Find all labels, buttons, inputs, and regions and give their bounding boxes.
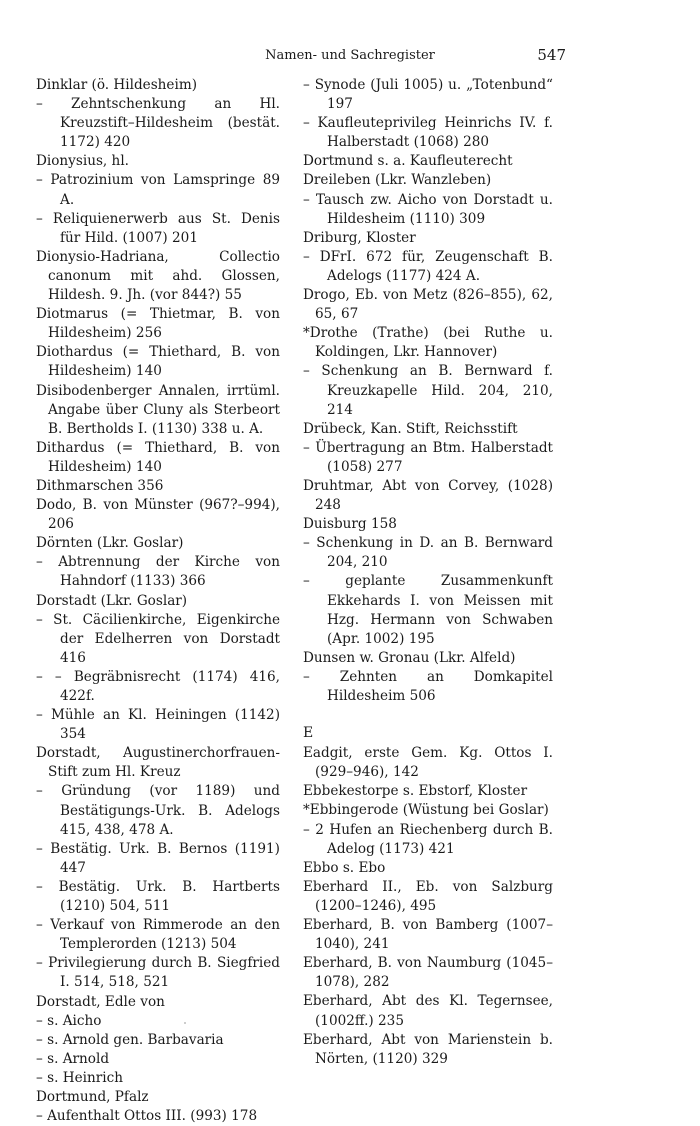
index-subentry: – – Begräbnisrecht (1174) 416, 422f. (36, 668, 280, 704)
index-subentry: – Tausch zw. Aicho von Dorstadt u. Hildesheim (1110) 309 (303, 191, 553, 227)
running-title: Namen- und Sachregister (265, 48, 435, 63)
index-entry: Dodo, B. von Münster (967?–994), 206 (36, 497, 280, 533)
index-entry: Dortmund, Pfalz (36, 1088, 149, 1105)
index-entry: Eadgit, erste Gem. Kg. Ottos I. (929–946), 142 (303, 745, 553, 781)
index-subentry: – Synode (Juli 1005) u. „Totenbund“ 197 (303, 77, 553, 113)
paper-speck (184, 1022, 186, 1024)
index-entry: Dunsen w. Gronau (Lkr. Alfeld) (303, 649, 516, 666)
index-entry: Ebbo s. Ebo (303, 859, 386, 876)
index-entry: Dorstadt, Edle von (36, 993, 165, 1010)
index-entry: Dionysio-Hadriana, Collectio canonum mit ahd. Glossen, Hildesh. 9. Jh. (vor 844?) 55 (36, 248, 280, 304)
page-number: 547 (537, 46, 566, 64)
index-subentry: – s. Heinrich (36, 1069, 123, 1086)
index-entry: Eberhard, Abt des Kl. Tegernsee, (1002ff.) 235 (303, 993, 553, 1029)
index-subentry: – Schenkung in D. an B. Bernward 204, 210 (303, 535, 553, 571)
index-entry: Dörnten (Lkr. Goslar) (36, 535, 184, 552)
index-subentry: – Zehnten an Domkapitel Hildesheim 506 (303, 668, 553, 704)
index-entry: Eberhard, B. von Bamberg (1007–1040), 241 (303, 917, 553, 953)
index-subentry: – Privilegierung durch B. Siegfried I. 514, 518, 521 (36, 955, 280, 991)
index-entry: Eberhard, B. von Naumburg (1045–1078), 282 (303, 955, 553, 991)
section-letter: E (303, 725, 314, 742)
index-entry: Druhtmar, Abt von Corvey, (1028) 248 (303, 477, 553, 514)
index-subentry: – Bestätig. Urk. B. Hartberts (1210) 504, 511 (36, 878, 280, 915)
index-subentry: – Abtrennung der Kirche von Hahndorf (1133) 366 (36, 554, 280, 590)
index-entry: Dithardus (= Thiethard, B. von Hildesheim) 140 (36, 439, 280, 475)
index-entry: Dionysius, hl. (36, 153, 129, 170)
index-subentry: – Patrozinium von Lamspringe 89 A. (36, 172, 280, 208)
index-subentry: – Mühle an Kl. Heiningen (1142) 354 (36, 707, 280, 743)
index-entry: Diothardus (= Thiethard, B. von Hildesheim) 140 (36, 344, 280, 380)
index-entry: *Drothe (Trathe) (bei Ruthe u. Koldingen, Lkr. Hannover) (303, 325, 553, 361)
index-entry: Disibodenberger Annalen, irrtüml. Angabe über Cluny als Sterbeort B. Bertholds I. (1130) 338 u. A. (36, 382, 280, 437)
index-entry: *Ebbingerode (Wüstung bei Goslar) (303, 802, 549, 819)
index-subentry: – Kaufleuteprivileg Heinrichs IV. f. Halberstadt (1068) 280 (303, 115, 553, 151)
index-subentry: – Aufenthalt Ottos III. (993) 178 (36, 1108, 258, 1125)
left-column (36, 76, 280, 1126)
index-entry: Dreileben (Lkr. Wanzleben) (303, 172, 492, 189)
index-entry: Dorstadt, Augustinerchorfrauen-Stift zum Hl. Kreuz (36, 745, 280, 781)
index-subentry: – Reliquienerwerb aus St. Denis für Hild. (1007) 201 (36, 210, 280, 246)
index-entry: Diotmarus (= Thietmar, B. von Hildesheim) 256 (36, 306, 280, 342)
index-subentry: – Bestätig. Urk. B. Bernos (1191) 447 (36, 840, 280, 876)
running-head (30, 46, 670, 68)
index-entry: Eberhard, Abt von Marienstein b. Nörten, (1120) 329 (303, 1031, 553, 1067)
index-entry: Dorstadt (Lkr. Goslar) (36, 592, 188, 609)
index-entry: Driburg, Kloster (303, 229, 416, 246)
index-subentry: – s. Arnold gen. Barbavaria (36, 1031, 224, 1048)
index-entry: Dinklar (ö. Hildesheim) (36, 77, 198, 93)
index-entry: Duisburg 158 (303, 516, 397, 533)
index-entry: Ebbekestorpe s. Ebstorf, Kloster (303, 783, 528, 800)
index-subentry: – s. Aicho (36, 1012, 102, 1029)
index-subentry: – 2 Hufen an Riechenberg durch B. Adelog (1173) 421 (303, 821, 553, 857)
index-entry: Eberhard II., Eb. von Salzburg (1200–1246), 495 (303, 878, 553, 914)
index-entry: Dithmarschen 356 (36, 477, 164, 494)
index-subentry: – Übertragung an Btm. Halberstadt (1058) 277 (303, 439, 553, 475)
index-subentry: – geplante Zusammenkunft Ekkehards I. von Meissen mit Hzg. Hermann von Schwaben (Apr. 1002) 195 (303, 573, 553, 647)
right-column (303, 76, 553, 1069)
index-subentry: – DFrI. 672 für, Zeugenschaft B. Adelogs (1177) 424 A. (303, 248, 553, 284)
index-subentry: – Gründung (vor 1189) und Bestätigungs-Urk. B. Adelogs 415, 438, 478 A. (36, 783, 280, 838)
index-subentry: – St. Cäcilienkirche, Eigenkirche der Edelherren von Dorstadt 416 (36, 611, 280, 666)
index-entry: Drübeck, Kan. Stift, Reichsstift (303, 420, 518, 437)
index-subentry: – Verkauf von Rimmerode an den Templerorden (1213) 504 (36, 917, 280, 953)
index-subentry: – s. Arnold (36, 1050, 110, 1067)
index-subentry: – Zehntschenkung an Hl. Kreuzstift–Hildesheim (bestät. 1172) 420 (36, 96, 280, 151)
index-entry: Drogo, Eb. von Metz (826–855), 62, 65, 67 (303, 287, 553, 323)
index-entry: Dortmund s. a. Kaufleuterecht (303, 153, 513, 170)
index-subentry: – Schenkung an B. Bernward f. Kreuzkapelle Hild. 204, 210, 214 (303, 363, 553, 418)
